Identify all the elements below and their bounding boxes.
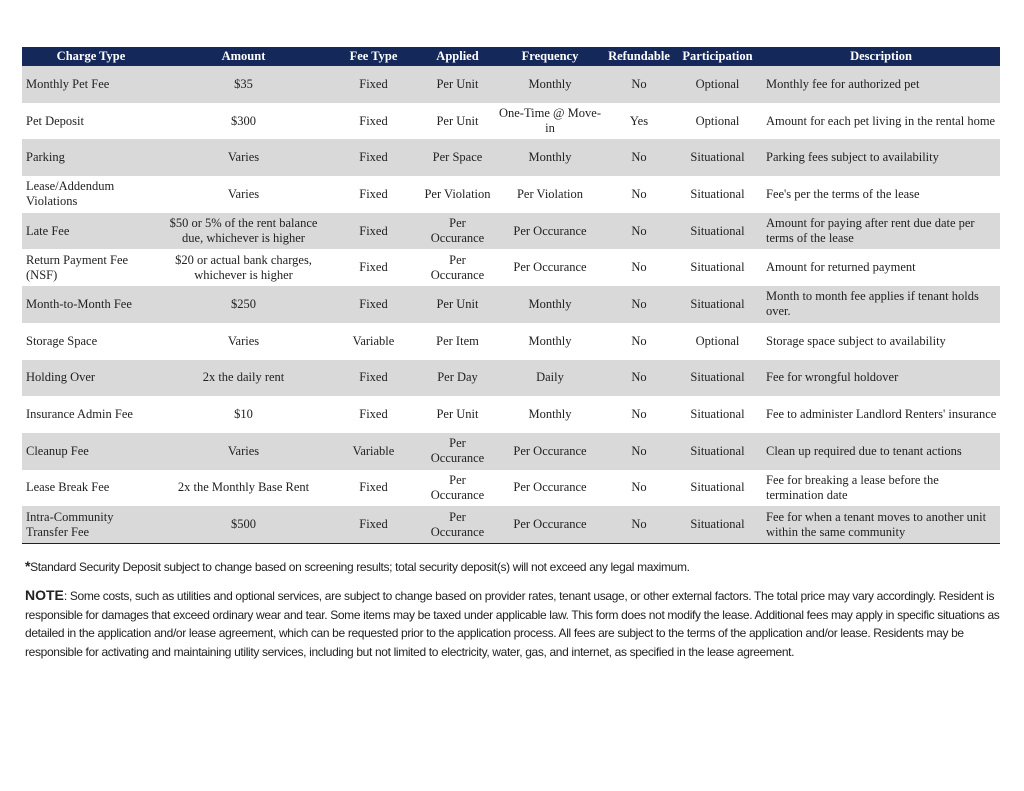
table-row	[22, 470, 1000, 507]
column-header-refundable: Refundable	[605, 47, 673, 66]
cell-amount: $35	[160, 66, 327, 103]
cell-applied: Per Unit	[420, 66, 495, 103]
cell-frequency: One-Time @ Move-in	[498, 106, 601, 136]
cell-frequency: Per Occurance	[513, 480, 587, 495]
table-row	[22, 506, 1000, 543]
cell-applied: Per Space	[420, 139, 495, 176]
column-header-amount: Amount	[160, 47, 327, 66]
cell-description: Fee's per the terms of the lease	[766, 186, 920, 201]
cell-refundable: No	[631, 260, 647, 275]
cell-participation: Situational	[673, 286, 762, 323]
cell-participation: Situational	[673, 213, 762, 250]
cell-charge-type: Cleanup Fee	[22, 433, 160, 470]
cell-amount: $50 or 5% of the rent balance due, whichever is higher	[160, 213, 327, 250]
cell-fee-type: Variable	[327, 433, 420, 470]
note-label: NOTE	[25, 587, 64, 603]
cell-charge-type: Pet Deposit	[26, 113, 84, 128]
column-header-charge-type: Charge Type	[22, 47, 160, 66]
cell-description: Monthly fee for authorized pet	[762, 66, 1000, 103]
cell-description: Amount for returned payment	[766, 260, 916, 275]
cell-refundable: No	[631, 407, 647, 422]
cell-amount: 2x the daily rent	[160, 360, 327, 397]
cell-participation: Optional	[673, 66, 762, 103]
cell-fee-type: Fixed	[359, 480, 388, 495]
cell-description: Fee for when a tenant moves to another unit within the same community	[762, 506, 1000, 543]
column-header-applied: Applied	[420, 47, 495, 66]
table-row	[22, 66, 1000, 103]
cell-refundable: No	[605, 433, 673, 470]
cell-participation: Optional	[695, 113, 740, 128]
footnote-marker: *	[25, 558, 31, 574]
cell-fee-type: Fixed	[327, 66, 420, 103]
table-row	[22, 396, 1000, 433]
fee-table	[22, 47, 1000, 544]
table-row	[22, 249, 1000, 286]
cell-applied: Per Unit	[436, 407, 479, 422]
column-header-description: Description	[762, 47, 1000, 66]
cell-description: Storage space subject to availability	[766, 333, 946, 348]
cell-applied: Per Unit	[420, 286, 495, 323]
cell-description: Amount for paying after rent due date per terms of the lease	[762, 213, 1000, 250]
cell-amount: Varies	[227, 186, 260, 201]
table-row	[22, 286, 1000, 323]
table-row	[22, 103, 1000, 140]
cell-refundable: No	[605, 360, 673, 397]
cell-frequency: Monthly	[528, 333, 572, 348]
cell-applied: Per Violation	[424, 186, 491, 201]
cell-refundable: No	[631, 480, 647, 495]
cell-description: Fee to administer Landlord Renters' insurance	[766, 407, 997, 422]
cell-charge-type: Insurance Admin Fee	[26, 407, 133, 422]
cell-charge-type: Late Fee	[22, 213, 160, 250]
cell-refundable: No	[605, 66, 673, 103]
cell-amount: $10	[234, 407, 253, 422]
cell-amount: $500	[160, 506, 327, 543]
note-text: : Some costs, such as utilities and optional services, are subject to change based on provider rates, tenant usage, or other external factors. The total price may vary accordingly. Resident is responsible for damages that exceed ordinary wear and tear. Some items may be taxed under applicable law. This form does not modify the lease. Additional fees may apply in specific situations as detailed in the application and/or lease agreement, which can be requested prior to the application process. All fees are subject to the terms of the application and/or lease. Residents may be responsible for activating and maintaining utility services, including but not limited to electricity, water, gas, and internet, as specified in the lease agreement.	[25, 589, 1000, 659]
cell-charge-type: Month-to-Month Fee	[22, 286, 160, 323]
cell-frequency: Daily	[495, 360, 605, 397]
cell-applied: Per Occurance	[420, 213, 495, 250]
cell-frequency: Per Occurance	[495, 213, 605, 250]
cell-participation: Situational	[690, 260, 745, 275]
cell-charge-type: Parking	[22, 139, 160, 176]
footnote-text: Standard Security Deposit subject to change based on screening results; total security deposit(s) will not exceed any legal maximum.	[30, 560, 690, 574]
cell-charge-type: Return Payment Fee (NSF)	[26, 252, 129, 282]
cell-refundable: No	[605, 139, 673, 176]
cell-fee-type: Fixed	[359, 113, 388, 128]
cell-amount: Varies	[160, 433, 327, 470]
cell-applied: Per Item	[436, 333, 479, 348]
cell-charge-type: Storage Space	[26, 333, 98, 348]
cell-amount: 2x the Monthly Base Rent	[177, 480, 310, 495]
cell-amount: $250	[160, 286, 327, 323]
cell-amount: Varies	[160, 139, 327, 176]
cell-description: Fee for breaking a lease before the termination date	[766, 472, 939, 502]
cell-fee-type: Variable	[352, 333, 395, 348]
cell-frequency: Per Violation	[516, 186, 584, 201]
cell-charge-type: Holding Over	[22, 360, 160, 397]
cell-refundable: No	[605, 506, 673, 543]
cell-frequency: Per Occurance	[495, 433, 605, 470]
cell-fee-type: Fixed	[359, 260, 388, 275]
cell-fee-type: Fixed	[359, 186, 388, 201]
cell-participation: Situational	[690, 407, 745, 422]
cell-refundable: No	[605, 213, 673, 250]
cell-refundable: No	[605, 286, 673, 323]
cell-fee-type: Fixed	[327, 213, 420, 250]
cell-applied: Per Unit	[436, 113, 479, 128]
cell-description: Clean up required due to tenant actions	[762, 433, 1000, 470]
cell-frequency: Monthly	[528, 407, 572, 422]
cell-applied: Per Occurance	[420, 433, 495, 470]
cell-participation: Situational	[690, 480, 745, 495]
cell-participation: Optional	[695, 333, 740, 348]
note	[25, 586, 1000, 661]
cell-applied: Per Occurance	[420, 506, 495, 543]
cell-amount: Varies	[227, 333, 260, 348]
cell-applied: Per Occurance	[430, 252, 485, 282]
cell-charge-type: Intra-Community Transfer Fee	[22, 506, 160, 543]
table-row	[22, 176, 1000, 213]
cell-amount: $300	[231, 113, 256, 128]
column-header-participation: Participation	[673, 47, 762, 66]
cell-charge-type: Monthly Pet Fee	[22, 66, 160, 103]
cell-amount: $20 or actual bank charges, whichever is higher	[175, 252, 312, 282]
cell-fee-type: Fixed	[327, 286, 420, 323]
table-row	[22, 433, 1000, 470]
cell-fee-type: Fixed	[327, 360, 420, 397]
cell-frequency: Per Occurance	[513, 260, 587, 275]
cell-participation: Situational	[673, 433, 762, 470]
footnote	[25, 557, 1000, 577]
cell-charge-type: Lease Break Fee	[26, 480, 110, 495]
cell-participation: Situational	[690, 186, 745, 201]
cell-participation: Situational	[673, 139, 762, 176]
cell-applied: Per Occurance	[430, 472, 485, 502]
cell-description: Fee for wrongful holdover	[762, 360, 1000, 397]
cell-frequency: Monthly	[495, 286, 605, 323]
column-header-fee-type: Fee Type	[327, 47, 420, 66]
table-row	[22, 360, 1000, 397]
table-header	[22, 47, 1000, 66]
cell-refundable: Yes	[629, 113, 649, 128]
cell-applied: Per Day	[420, 360, 495, 397]
cell-refundable: No	[631, 333, 647, 348]
table-row	[22, 213, 1000, 250]
cell-charge-type: Lease/Addendum Violations	[26, 179, 115, 209]
cell-fee-type: Fixed	[327, 506, 420, 543]
cell-description: Month to month fee applies if tenant holds over.	[762, 286, 1000, 323]
column-header-frequency: Frequency	[495, 47, 605, 66]
cell-participation: Situational	[673, 506, 762, 543]
cell-participation: Situational	[673, 360, 762, 397]
cell-fee-type: Fixed	[359, 407, 388, 422]
cell-frequency: Monthly	[495, 139, 605, 176]
cell-frequency: Per Occurance	[495, 506, 605, 543]
cell-description: Amount for each pet living in the rental home	[766, 113, 996, 128]
cell-refundable: No	[631, 186, 647, 201]
table-row	[22, 139, 1000, 176]
cell-description: Parking fees subject to availability	[762, 139, 1000, 176]
table-row	[22, 323, 1000, 360]
cell-fee-type: Fixed	[327, 139, 420, 176]
cell-frequency: Monthly	[495, 66, 605, 103]
